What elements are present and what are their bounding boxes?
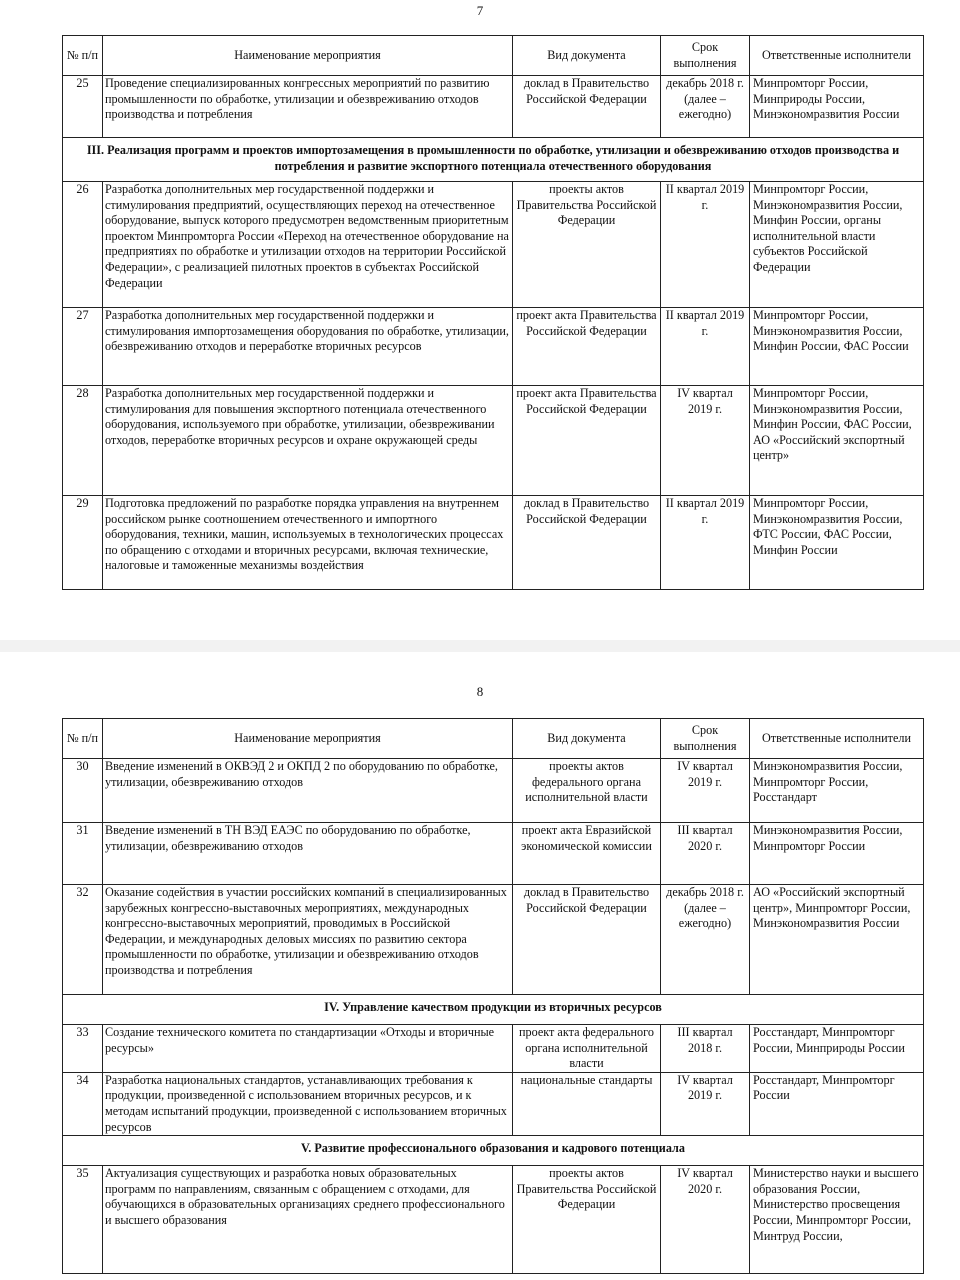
- row-responsible: Минэкономразвития России, Минпромторг России: [750, 823, 924, 885]
- row-responsible: Минпромторг России, Минэкономразвития России, ФТС России, ФАС России, Минфин России: [750, 496, 924, 590]
- section-heading-iv: IV. Управление качеством продукции из вторичных ресурсов: [63, 995, 924, 1025]
- row-deadline: II квартал 2019 г.: [661, 496, 750, 590]
- row-doc-type: национальные стандарты: [513, 1072, 661, 1135]
- row-deadline: декабрь 2018 г. (далее – ежегодно): [661, 76, 750, 138]
- table-row: [63, 1072, 924, 1135]
- row-doc-type: доклад в Правительство Российской Федерации: [513, 496, 661, 590]
- row-event: Введение изменений в ОКВЭД 2 и ОКПД 2 по оборудованию по обработке, утилизации, обезвреживанию отходов: [103, 759, 513, 823]
- row-deadline: III квартал 2020 г.: [661, 823, 750, 885]
- events-table: [62, 35, 924, 590]
- page-number: 8: [476, 684, 484, 699]
- row-event: Разработка национальных стандартов, устанавливающих требования к продукции, произведенной с использованием вторичных ресурсов, и к методам испытаний продукции, произведенной с использованием вторичных ресурсов: [103, 1072, 513, 1135]
- header-name: Наименование мероприятия: [103, 719, 513, 759]
- row-doc-type: проекты актов Правительства Российской Федерации: [513, 182, 661, 308]
- row-deadline: IV квартал 2019 г.: [661, 386, 750, 496]
- table-row: [63, 308, 924, 386]
- document-page-8: [0, 652, 960, 1280]
- header-num: № п/п: [63, 36, 103, 76]
- row-event: Актуализация существующих и разработка новых образовательных программ по направлениям, связанным с обращением с отходами, для обучающихся в образовательных организациях среднего профессионального и высшего образования: [103, 1166, 513, 1274]
- row-doc-type: проект акта Правительства Российской Федерации: [513, 308, 661, 386]
- table-row: [63, 182, 924, 308]
- table-row: [63, 496, 924, 590]
- header-deadline: Срок выполнения: [661, 36, 750, 76]
- row-event: Проведение специализированных конгрессных мероприятий по развитию промышленности по обработке, утилизации и обезвреживанию отходов производства и потребления: [103, 76, 513, 138]
- table-row: [63, 76, 924, 138]
- section-row: [63, 138, 924, 182]
- row-number: 34: [63, 1072, 103, 1135]
- row-event: Создание технического комитета по стандартизации «Отходы и вторичные ресурсы»: [103, 1025, 513, 1073]
- table-row: [63, 759, 924, 823]
- table-row: [63, 1025, 924, 1073]
- table-row: [63, 823, 924, 885]
- row-number: 28: [63, 386, 103, 496]
- section-heading-iii: III. Реализация программ и проектов импортозамещения в промышленности по обработке, утилизации и обезвреживанию отходов производства и потребления и развитие экспортного потенциала отечественного оборудования: [63, 138, 924, 182]
- row-responsible: АО «Российский экспортный центр», Минпромторг России, Минэкономразвития России: [750, 885, 924, 995]
- section-row: [63, 1136, 924, 1166]
- header-doc-type: Вид документа: [513, 719, 661, 759]
- row-responsible: Минэкономразвития России, Минпромторг России, Росстандарт: [750, 759, 924, 823]
- row-event: Разработка дополнительных мер государственной поддержки и стимулирования для повышения экспортного потенциала отечественного оборудования, используемого при обработке, утилизации, обезвреживании отходов, переработке вторичных ресурсов и охране окружающей среды: [103, 386, 513, 496]
- row-event: Разработка дополнительных мер государственной поддержки и стимулирования импортозамещения оборудования по обработке, утилизации, обезвреживанию отходов и переработке вторичных ресурсов: [103, 308, 513, 386]
- row-number: 33: [63, 1025, 103, 1073]
- row-doc-type: доклад в Правительство Российской Федерации: [513, 885, 661, 995]
- row-event: Оказание содействия в участии российских компаний в специализированных зарубежных конгрессно-выставочных мероприятиях, международных конгрессно-выставочных мероприятий, проводимых в Российской Федерации, и международных деловых миссиях по развитию сектора промышленности по обработке, утилизации и обезвреживанию отходов производства и потребления: [103, 885, 513, 995]
- row-doc-type: проект акта Евразийской экономической комиссии: [513, 823, 661, 885]
- row-deadline: II квартал 2019 г.: [661, 182, 750, 308]
- row-number: 25: [63, 76, 103, 138]
- row-number: 30: [63, 759, 103, 823]
- row-deadline: III квартал 2018 г.: [661, 1025, 750, 1073]
- row-event: Подготовка предложений по разработке порядка управления на внутреннем российском рынке соотношением отечественного и импортного оборудования, техники, машин, используемых в технологических процессах по обращению с отходами и вторичных ресурсами, включая технические, налоговые и таможенные механизмы воздействия: [103, 496, 513, 590]
- row-number: 32: [63, 885, 103, 995]
- row-number: 27: [63, 308, 103, 386]
- row-number: 29: [63, 496, 103, 590]
- table-row: [63, 885, 924, 995]
- row-responsible: Минпромторг России, Минприроды России, Минэкономразвития России: [750, 76, 924, 138]
- row-event: Введение изменений в ТН ВЭД ЕАЭС по оборудованию по обработке, утилизации, обезвреживанию отходов: [103, 823, 513, 885]
- row-event: Разработка дополнительных мер государственной поддержки и стимулирования предприятий, осуществляющих переход на отечественное оборудование, выпуск которого предусмотрен ведомственным приоритетным проектом Минпромторга России «Переход на отечественное оборудование на предприятиях по обработке и утилизации отходов на территории Российской Федерации», с реализацией пилотных проектов в субъектах Российской Федерации: [103, 182, 513, 308]
- row-deadline: IV квартал 2019 г.: [661, 759, 750, 823]
- row-responsible: Росстандарт, Минпромторг России: [750, 1072, 924, 1135]
- row-number: 35: [63, 1166, 103, 1274]
- header-responsible: Ответственные исполнители: [750, 36, 924, 76]
- row-responsible: Росстандарт, Минпромторг России, Минприроды России: [750, 1025, 924, 1073]
- header-num: № п/п: [63, 719, 103, 759]
- header-deadline: Срок выполнения: [661, 719, 750, 759]
- table-row: [63, 386, 924, 496]
- row-deadline: декабрь 2018 г. (далее – ежегодно): [661, 885, 750, 995]
- row-doc-type: проекты актов федерального органа исполнительной власти: [513, 759, 661, 823]
- row-responsible: Министерство науки и высшего образования России, Министерство просвещения России, Минпромторг России, Минтруд России,: [750, 1166, 924, 1274]
- page-number: 7: [476, 3, 484, 18]
- section-row: [63, 995, 924, 1025]
- row-doc-type: проект акта федерального органа исполнительной власти: [513, 1025, 661, 1073]
- row-responsible: Минпромторг России, Минэкономразвития России, Минфин России, органы исполнительной власти субъектов Российской Федерации: [750, 182, 924, 308]
- row-deadline: IV квартал 2019 г.: [661, 1072, 750, 1135]
- row-responsible: Минпромторг России, Минэкономразвития России, Минфин России, ФАС России, АО «Российский экспортный центр»: [750, 386, 924, 496]
- table-header-row: [63, 719, 924, 759]
- header-doc-type: Вид документа: [513, 36, 661, 76]
- row-deadline: II квартал 2019 г.: [661, 308, 750, 386]
- row-doc-type: доклад в Правительство Российской Федерации: [513, 76, 661, 138]
- events-table: [62, 718, 924, 1274]
- header-name: Наименование мероприятия: [103, 36, 513, 76]
- table-header-row: [63, 36, 924, 76]
- row-number: 26: [63, 182, 103, 308]
- row-responsible: Минпромторг России, Минэкономразвития России, Минфин России, ФАС России: [750, 308, 924, 386]
- section-heading-v: V. Развитие профессионального образования и кадрового потенциала: [63, 1136, 924, 1166]
- row-doc-type: проект акта Правительства Российской Федерации: [513, 386, 661, 496]
- row-doc-type: проекты актов Правительства Российской Федерации: [513, 1166, 661, 1274]
- row-deadline: IV квартал 2020 г.: [661, 1166, 750, 1274]
- table-row: [63, 1166, 924, 1274]
- header-responsible: Ответственные исполнители: [750, 719, 924, 759]
- row-number: 31: [63, 823, 103, 885]
